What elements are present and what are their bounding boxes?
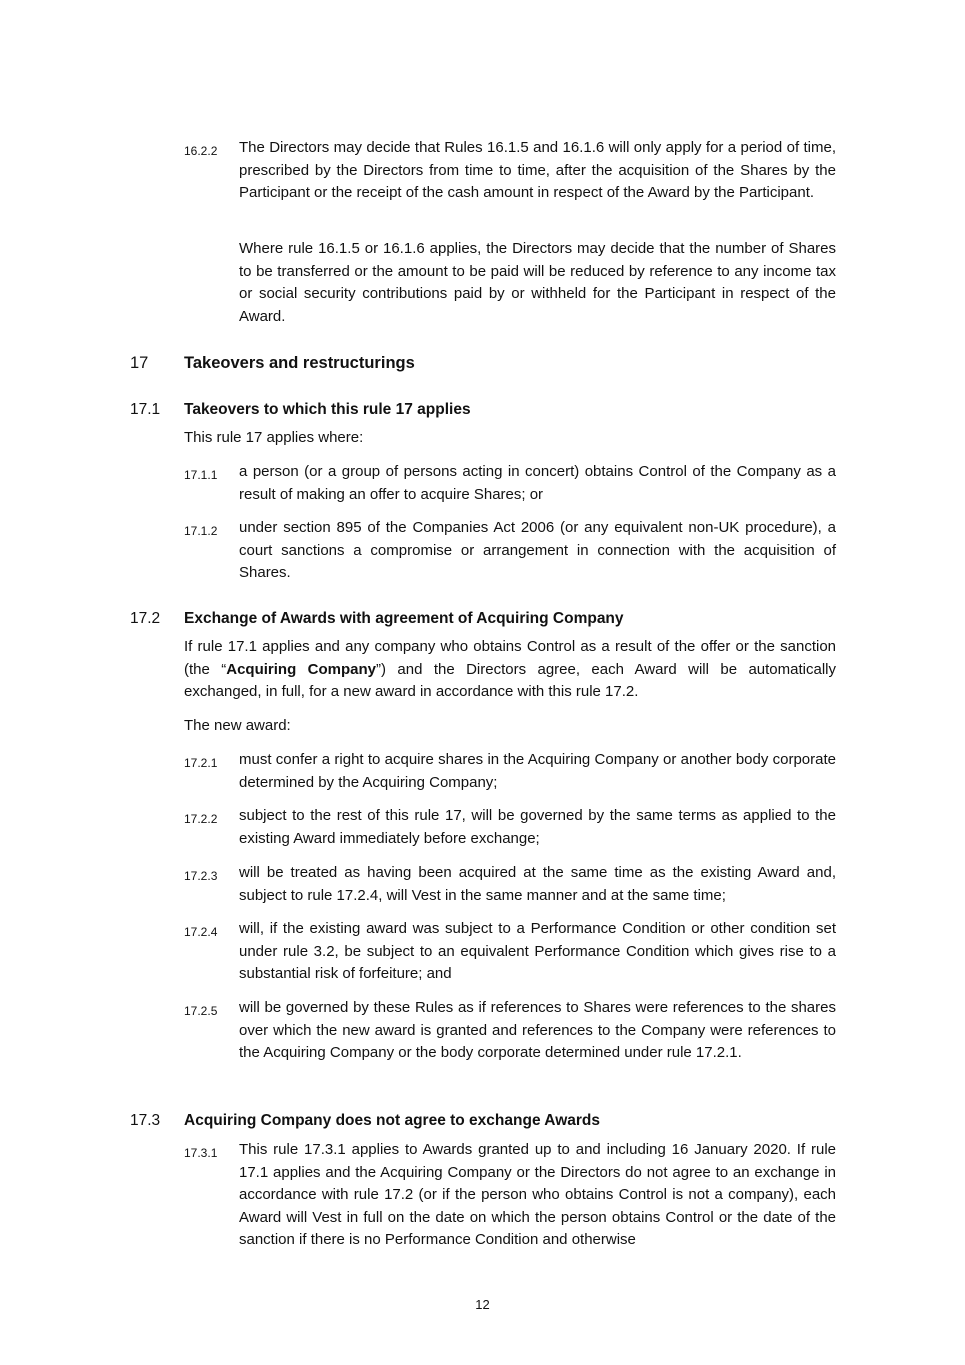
- clause-number-17-1-2: 17.1.2: [184, 524, 218, 538]
- clause-17-2-5-text: will be governed by these Rules as if references to Shares were references to the shares over which the new award is granted and references to the Company were references to the Acquiring Company or the body corporate determined under rule 17.2.1.: [239, 999, 836, 1061]
- clause-number-17-2-4: 17.2.4: [184, 925, 218, 939]
- page-number: 12: [475, 1297, 490, 1312]
- section-number-17: 17: [130, 354, 149, 372]
- clause-number-17-2-5: 17.2.5: [184, 1004, 218, 1018]
- clause-17-2-4-text: will, if the existing award was subject to a Performance Condition or other condition set under rule 3.2, be subject to an equivalent Performance Condition which gives rise to a substantial risk of forfeiture; and: [239, 920, 836, 982]
- section-number-17-1: 17.1: [130, 401, 161, 418]
- clause-17-2-3-text: will be treated as having been acquired at the same time as the existing Award and, subject to rule 17.2.4, will Vest in the same manner and at the same time;: [239, 864, 836, 904]
- section-17-3-heading: Acquiring Company does not agree to exchange Awards: [184, 1112, 601, 1129]
- clause-17-1-1-text: a person (or a group of persons acting in concert) obtains Control of the Company as a result of making an offer to acquire Shares; or: [239, 463, 836, 503]
- section-17-2-paragraph-2: The new award:: [184, 717, 291, 734]
- clause-number-17-1-1: 17.1.1: [184, 468, 218, 482]
- section-number-17-2: 17.2: [130, 610, 161, 627]
- clause-number-17-2-3: 17.2.3: [184, 869, 218, 883]
- section-number-17-3: 17.3: [130, 1112, 161, 1129]
- acquiring-company-term: Acquiring Company: [226, 660, 376, 678]
- clause-number-17-3-1: 17.3.1: [184, 1146, 218, 1160]
- clause-16-2-2-text: The Directors may decide that Rules 16.1.5 and 16.1.6 will only apply for a period of time, prescribed by the Directors from time to time, after the acquisition of the Shares by the Participant or the receipt of the cash amount in respect of the Award by the Participant.: [239, 139, 836, 201]
- section-17-heading: Takeovers and restructurings: [184, 354, 415, 372]
- section-17-1-intro: This rule 17 applies where:: [184, 429, 364, 446]
- section-17-1-heading: Takeovers to which this rule 17 applies: [184, 401, 471, 418]
- clause-16-2-2-text-2: Where rule 16.1.5 or 16.1.6 applies, the Directors may decide that the number of Shares to be transferred or the amount to be paid will be reduced by reference to any income tax or social security contributions paid by or withheld for the Participant in respect of the Award.: [239, 240, 836, 325]
- section-17-2-p1-after: ”) and the Directors agree, each Award will be automatically exchanged, in full, for a new award in accordance with this rule 17.2.: [184, 660, 836, 700]
- section-17-2-paragraph: [184, 636, 836, 704]
- clause-number-17-2-2: 17.2.2: [184, 812, 218, 826]
- clause-number-16-2-2: 16.2.2: [184, 144, 218, 158]
- section-17-2-heading: Exchange of Awards with agreement of Acquiring Company: [184, 610, 624, 627]
- clause-17-1-2-text: under section 895 of the Companies Act 2006 (or any equivalent non-UK procedure), a court sanctions a compromise or arrangement in connection with the acquisition of Shares.: [239, 519, 836, 581]
- clause-17-3-1-text: This rule 17.3.1 applies to Awards granted up to and including 16 January 2020. If rule 17.1 applies and the Acquiring Company or the Directors do not agree to an exchange in accordance with rule 17.2 (or if the person who obtains Control is not a company), each Award will Vest in full on the date on which the person obtains Control or the date of the sanction if there is no Performance Condition and otherwise: [239, 1141, 836, 1248]
- clause-17-2-2-text: subject to the rest of this rule 17, will be governed by the same terms as applied to the existing Award immediately before exchange;: [239, 807, 836, 847]
- section-17-2-p1-before: If rule 17.1 applies and any company who obtains Control as a result of the offer or the sanction (the “: [184, 638, 836, 678]
- clause-number-17-2-1: 17.2.1: [184, 756, 218, 770]
- clause-17-2-1-text: must confer a right to acquire shares in the Acquiring Company or another body corporate determined by the Acquiring Company;: [239, 751, 836, 791]
